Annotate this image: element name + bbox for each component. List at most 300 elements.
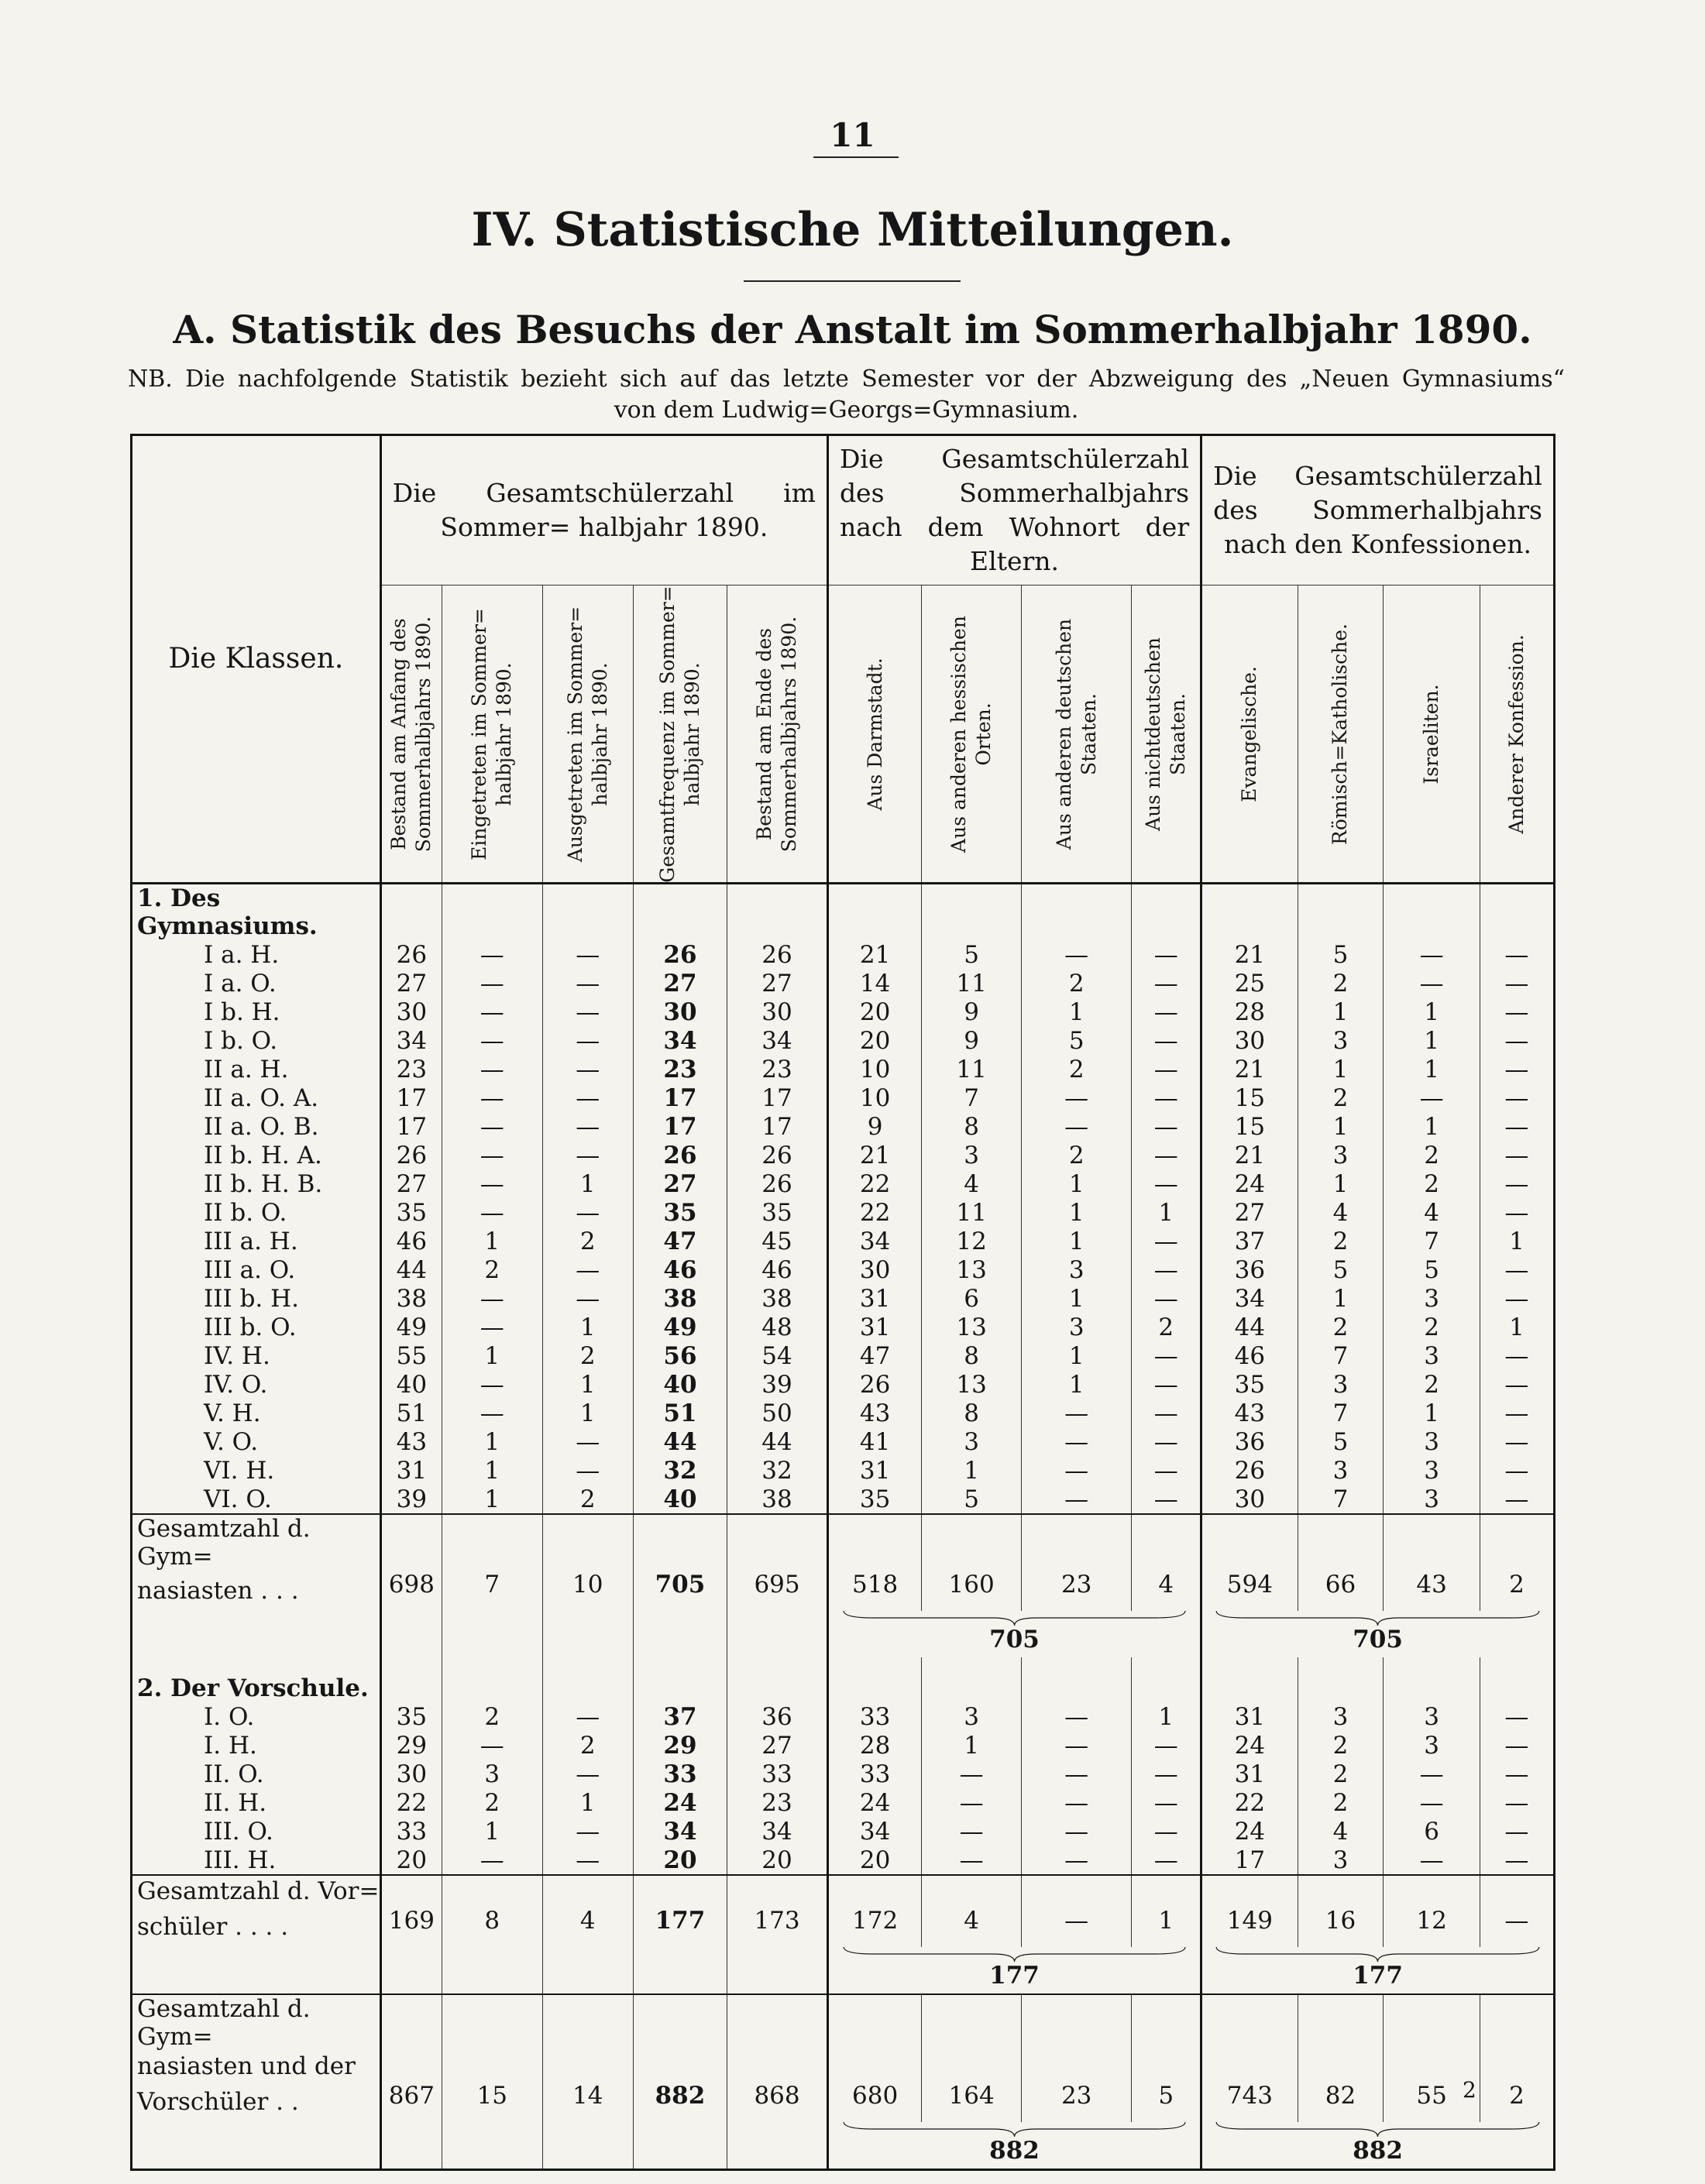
signature-mark: 2 bbox=[1463, 2077, 1476, 2103]
cell-value: — bbox=[922, 1846, 1022, 1875]
cell-value: — bbox=[1132, 1055, 1201, 1083]
cell-value: 48 bbox=[727, 1313, 828, 1341]
note-word: Statistik bbox=[409, 366, 508, 393]
cell-value: — bbox=[1021, 1485, 1131, 1514]
row-label bbox=[132, 2082, 381, 2122]
cell-value: — bbox=[1021, 1760, 1131, 1788]
column-header-line: Staaten. bbox=[1167, 692, 1190, 775]
class-label: II a. H. bbox=[204, 1055, 289, 1083]
column-header-line: Bestand am Ende des bbox=[753, 627, 776, 840]
note-word: letzte bbox=[782, 366, 849, 393]
cell-value: 24 bbox=[1201, 1169, 1298, 1198]
cell-value: 44 bbox=[1201, 1313, 1298, 1341]
note-word: das bbox=[730, 366, 771, 393]
cell-value: — bbox=[542, 1083, 633, 1112]
note-word: NB. bbox=[128, 366, 173, 393]
cell-value: 16 bbox=[1298, 1907, 1384, 1947]
brace-icon bbox=[1202, 1611, 1553, 1626]
cell-value: — bbox=[542, 969, 633, 998]
cell-value: — bbox=[1132, 1284, 1201, 1313]
cell-value: 38 bbox=[727, 1284, 828, 1313]
cell-value: — bbox=[1480, 1485, 1554, 1514]
cell-value: 3 bbox=[922, 1702, 1022, 1731]
column-header-line: halbjahr 1890. bbox=[588, 661, 611, 806]
cell-value: 24 bbox=[827, 1788, 921, 1817]
cell-value: 32 bbox=[633, 1456, 727, 1485]
cell-value: — bbox=[1132, 1456, 1201, 1485]
cell-value: 34 bbox=[633, 1817, 727, 1846]
note-word: des bbox=[1246, 366, 1287, 393]
column-header bbox=[1132, 585, 1201, 884]
cell-value: 34 bbox=[1201, 1284, 1298, 1313]
cell-value: 31 bbox=[1201, 1760, 1298, 1788]
cell-value: 17 bbox=[1201, 1846, 1298, 1875]
table-row bbox=[132, 1255, 1555, 1284]
cell-value: — bbox=[442, 1169, 542, 1198]
cell-value: — bbox=[1480, 1702, 1554, 1731]
cell-value: — bbox=[1132, 1227, 1201, 1255]
cell-value: 30 bbox=[380, 998, 442, 1026]
cell-value: 31 bbox=[827, 1284, 921, 1313]
cell-value: 17 bbox=[633, 1112, 727, 1141]
cell-value: 27 bbox=[633, 1169, 727, 1198]
cell-value: 13 bbox=[922, 1313, 1022, 1341]
main-title: IV. Statistische Mitteilungen. bbox=[471, 203, 1234, 257]
cell-value: — bbox=[1132, 1169, 1201, 1198]
cell-value: 22 bbox=[1201, 1788, 1298, 1817]
cell-value: — bbox=[1021, 1731, 1131, 1760]
column-header bbox=[633, 585, 727, 884]
cell-value: 9 bbox=[827, 1112, 921, 1141]
cell-value: — bbox=[1021, 1083, 1131, 1112]
cell-value: 2 bbox=[1021, 1141, 1131, 1169]
brace-icon bbox=[829, 1947, 1200, 1963]
cell-value: — bbox=[542, 1817, 633, 1846]
cell-value: 31 bbox=[1201, 1702, 1298, 1731]
class-label: I. O. bbox=[204, 1702, 255, 1731]
cell-value: 26 bbox=[1201, 1456, 1298, 1485]
brace-icon bbox=[1202, 2122, 1553, 2138]
cell-value: 51 bbox=[380, 1399, 442, 1427]
column-header bbox=[922, 585, 1022, 884]
row-label-line: Gesamtzahl d. Gym= bbox=[137, 1515, 311, 1571]
brace-icon bbox=[829, 2122, 1200, 2138]
cell-value: 23 bbox=[1021, 2082, 1131, 2122]
column-header bbox=[1201, 585, 1298, 884]
cell-value: — bbox=[442, 1370, 542, 1399]
cell-value: 47 bbox=[827, 1341, 921, 1370]
cell-value: 22 bbox=[380, 1788, 442, 1817]
cell-value: 26 bbox=[633, 940, 727, 969]
cell-value: 47 bbox=[633, 1227, 727, 1255]
cell-value: 3 bbox=[1384, 1456, 1480, 1485]
statistics-table bbox=[130, 434, 1555, 2171]
brace-total: 882 bbox=[1353, 2137, 1403, 2165]
cell-value: 31 bbox=[827, 1456, 921, 1485]
cell-value: — bbox=[1384, 1760, 1480, 1788]
cell-value: — bbox=[1480, 1169, 1554, 1198]
cell-value: 30 bbox=[633, 998, 727, 1026]
class-label: IV. O. bbox=[204, 1370, 268, 1399]
cell-value: 41 bbox=[827, 1427, 921, 1456]
cell-value: 17 bbox=[727, 1112, 828, 1141]
cell-value: 1 bbox=[542, 1313, 633, 1341]
cell-value: 1 bbox=[442, 1456, 542, 1485]
table-row bbox=[132, 1456, 1555, 1485]
cell-value: 27 bbox=[380, 969, 442, 998]
cell-value: — bbox=[442, 1313, 542, 1341]
cell-value: 2 bbox=[1298, 1731, 1384, 1760]
row-label bbox=[132, 1571, 381, 1611]
cell-value: — bbox=[542, 1112, 633, 1141]
cell-value: — bbox=[922, 1788, 1022, 1817]
cell-value: 3 bbox=[922, 1141, 1022, 1169]
cell-value: 2 bbox=[1298, 1083, 1384, 1112]
cell-value: 46 bbox=[633, 1255, 727, 1284]
cell-value: 15 bbox=[442, 2082, 542, 2122]
cell-value: — bbox=[442, 1284, 542, 1313]
cell-value: 21 bbox=[1201, 1055, 1298, 1083]
cell-value: 34 bbox=[380, 1026, 442, 1055]
note-word: auf bbox=[679, 366, 717, 393]
cell-value: 36 bbox=[1201, 1427, 1298, 1456]
brace-confession bbox=[1201, 1947, 1555, 1994]
cell-value: 26 bbox=[727, 940, 828, 969]
cell-value: 1 bbox=[922, 1456, 1022, 1485]
cell-value: 172 bbox=[827, 1907, 921, 1947]
cell-value: 705 bbox=[633, 1571, 727, 1611]
cell-value: 3 bbox=[1298, 1026, 1384, 1055]
class-label: I a. H. bbox=[204, 940, 280, 969]
note-word: „Neuen bbox=[1299, 366, 1390, 393]
cell-value: 2 bbox=[1298, 969, 1384, 998]
row-label-line: nasiasten . . . bbox=[137, 1577, 299, 1605]
cell-value: 3 bbox=[1021, 1255, 1131, 1284]
cell-value: 3 bbox=[1021, 1313, 1131, 1341]
cell-value: 13 bbox=[922, 1255, 1022, 1284]
cell-value: — bbox=[1021, 940, 1131, 969]
brace-residence bbox=[827, 2122, 1201, 2170]
cell-value: 22 bbox=[827, 1169, 921, 1198]
cell-value: 40 bbox=[633, 1370, 727, 1399]
cell-value: 34 bbox=[827, 1817, 921, 1846]
cell-value: 149 bbox=[1201, 1907, 1298, 1947]
table-row bbox=[132, 1341, 1555, 1370]
cell-value: 3 bbox=[1298, 1846, 1384, 1875]
cell-value: — bbox=[1132, 969, 1201, 998]
cell-value: 868 bbox=[727, 2082, 828, 2122]
cell-value: 23 bbox=[1021, 1571, 1131, 1611]
cell-value: 7 bbox=[442, 1571, 542, 1611]
cell-value: 1 bbox=[442, 1227, 542, 1255]
class-label: V. O. bbox=[204, 1427, 259, 1456]
cell-value: — bbox=[542, 1284, 633, 1313]
column-header bbox=[1384, 585, 1480, 884]
cell-value: — bbox=[1132, 1112, 1201, 1141]
cell-value: 50 bbox=[727, 1399, 828, 1427]
row-label-line: nasiasten und der bbox=[137, 2052, 356, 2080]
cell-value: 8 bbox=[922, 1112, 1022, 1141]
column-header-line: Staaten. bbox=[1077, 692, 1100, 775]
brace-total: 177 bbox=[989, 1962, 1040, 1990]
cell-value: 1 bbox=[1384, 998, 1480, 1026]
cell-value: 43 bbox=[1201, 1399, 1298, 1427]
cell-value: 4 bbox=[1298, 1198, 1384, 1227]
cell-value: — bbox=[1132, 1026, 1201, 1055]
cell-value: — bbox=[442, 1055, 542, 1083]
cell-value: — bbox=[1480, 1788, 1554, 1817]
column-header bbox=[827, 585, 921, 884]
cell-value: 5 bbox=[1298, 940, 1384, 969]
note-line-2: von dem Ludwig=Georgs=Gymnasium. bbox=[614, 397, 1079, 424]
cell-value: 11 bbox=[922, 1198, 1022, 1227]
cell-value: 3 bbox=[1298, 1141, 1384, 1169]
cell-value: 1 bbox=[542, 1169, 633, 1198]
table-row bbox=[132, 1399, 1555, 1427]
cell-value: 40 bbox=[380, 1370, 442, 1399]
cell-value: 21 bbox=[1201, 1141, 1298, 1169]
brace-total: 882 bbox=[989, 2137, 1040, 2165]
cell-value: — bbox=[442, 1731, 542, 1760]
cell-value: 1 bbox=[1480, 1313, 1554, 1341]
cell-value: — bbox=[1480, 1846, 1554, 1875]
cell-value: 2 bbox=[542, 1227, 633, 1255]
cell-value: 1 bbox=[1021, 1169, 1131, 1198]
cell-value: 160 bbox=[922, 1571, 1022, 1611]
cell-value: 5 bbox=[1021, 1026, 1131, 1055]
cell-value: 31 bbox=[380, 1456, 442, 1485]
cell-value: — bbox=[1480, 1112, 1554, 1141]
table-row bbox=[132, 1083, 1555, 1112]
cell-value: 1 bbox=[442, 1427, 542, 1456]
column-header bbox=[442, 585, 542, 884]
class-label: III b. O. bbox=[204, 1313, 297, 1341]
cell-value: 26 bbox=[727, 1169, 828, 1198]
cell-value: 7 bbox=[1384, 1227, 1480, 1255]
cell-value: 2 bbox=[542, 1341, 633, 1370]
cell-value: 7 bbox=[1298, 1341, 1384, 1370]
cell-value: 21 bbox=[1201, 940, 1298, 969]
class-label: III. H. bbox=[204, 1846, 277, 1874]
cell-value: 17 bbox=[727, 1083, 828, 1112]
cell-value: 44 bbox=[633, 1427, 727, 1456]
group-header-residence: Die Gesamtschülerzahl des Sommerhalbjahrs nach dem Wohnort der Eltern. bbox=[827, 435, 1201, 585]
cell-value: 21 bbox=[827, 940, 921, 969]
cell-value: 1 bbox=[1384, 1399, 1480, 1427]
brace-icon bbox=[1202, 1947, 1553, 1963]
cell-value: 2 bbox=[1298, 1760, 1384, 1788]
cell-value: 12 bbox=[922, 1227, 1022, 1255]
column-header-line: Israeliten. bbox=[1420, 683, 1443, 785]
cell-value: 1 bbox=[542, 1399, 633, 1427]
total-row-vorschule bbox=[132, 1907, 1555, 1947]
column-header-line: Aus anderen hessischen bbox=[947, 615, 971, 853]
cell-value: — bbox=[1480, 1399, 1554, 1427]
cell-value: 3 bbox=[442, 1760, 542, 1788]
cell-value: 14 bbox=[827, 969, 921, 998]
cell-value: 24 bbox=[1201, 1731, 1298, 1760]
cell-value: 55 bbox=[1384, 2082, 1480, 2122]
cell-value: — bbox=[442, 940, 542, 969]
cell-value: 38 bbox=[380, 1284, 442, 1313]
cell-value: 24 bbox=[1201, 1817, 1298, 1846]
cell-value: 82 bbox=[1298, 2082, 1384, 2122]
cell-value: 594 bbox=[1201, 1571, 1298, 1611]
column-header bbox=[727, 585, 828, 884]
cell-value: 1 bbox=[1021, 998, 1131, 1026]
cell-value: 1 bbox=[1132, 1198, 1201, 1227]
cell-value: — bbox=[1132, 1760, 1201, 1788]
cell-value: 9 bbox=[922, 998, 1022, 1026]
total-row-grand bbox=[132, 2082, 1555, 2122]
cell-value: 2 bbox=[542, 1731, 633, 1760]
cell-value: — bbox=[922, 1817, 1022, 1846]
table-row bbox=[132, 1846, 1555, 1875]
cell-value: 8 bbox=[922, 1399, 1022, 1427]
table-row bbox=[132, 1370, 1555, 1399]
cell-value: 35 bbox=[827, 1485, 921, 1514]
cell-value: 680 bbox=[827, 2082, 921, 2122]
cell-value: — bbox=[442, 998, 542, 1026]
cell-value: 26 bbox=[380, 940, 442, 969]
column-header bbox=[1298, 585, 1384, 884]
cell-value: — bbox=[1384, 1083, 1480, 1112]
cell-value: — bbox=[1021, 1846, 1131, 1875]
cell-value: 5 bbox=[922, 940, 1022, 969]
cell-value: — bbox=[542, 1055, 633, 1083]
class-label: II a. O. B. bbox=[204, 1112, 319, 1141]
cell-value: 6 bbox=[922, 1284, 1022, 1313]
cell-value: 2 bbox=[1298, 1788, 1384, 1817]
cell-value: — bbox=[442, 1846, 542, 1875]
cell-value: 2 bbox=[442, 1702, 542, 1731]
page-number: 11 bbox=[830, 116, 875, 154]
column-header-line: Anderer Konfession. bbox=[1504, 634, 1528, 834]
cell-value: 34 bbox=[827, 1227, 921, 1255]
column-header bbox=[1480, 585, 1554, 884]
cell-value: 40 bbox=[633, 1485, 727, 1514]
brace-icon bbox=[829, 1611, 1200, 1626]
cell-value: 25 bbox=[1201, 969, 1298, 998]
cell-value: 2 bbox=[1298, 1227, 1384, 1255]
cell-value: — bbox=[542, 1198, 633, 1227]
cell-value: 12 bbox=[1384, 1907, 1480, 1947]
cell-value: 743 bbox=[1201, 2082, 1298, 2122]
class-label: I. H. bbox=[204, 1731, 257, 1760]
table-row bbox=[132, 1760, 1555, 1788]
cell-value: 2 bbox=[1021, 969, 1131, 998]
column-header-line: Aus nichtdeutschen bbox=[1142, 637, 1165, 831]
column-header-line: Sommerhalbjahrs 1890. bbox=[778, 616, 801, 852]
note-word: Abzweigung bbox=[1088, 366, 1234, 393]
class-label: II. H. bbox=[204, 1788, 267, 1817]
note-word: bezieht bbox=[521, 366, 607, 393]
cell-value: — bbox=[442, 1112, 542, 1141]
cell-value: — bbox=[542, 1255, 633, 1284]
class-label: VI. H. bbox=[204, 1456, 275, 1485]
cell-value: — bbox=[442, 969, 542, 998]
cell-value: 3 bbox=[1384, 1731, 1480, 1760]
table-row bbox=[132, 1817, 1555, 1846]
class-label: II b. O. bbox=[204, 1198, 287, 1227]
total-row-gymnasium bbox=[132, 1571, 1555, 1611]
cell-value: 698 bbox=[380, 1571, 442, 1611]
cell-value: 2 bbox=[442, 1788, 542, 1817]
table-row bbox=[132, 1284, 1555, 1313]
cell-value: — bbox=[1480, 1341, 1554, 1370]
cell-value: 15 bbox=[1201, 1112, 1298, 1141]
column-header-line: Aus anderen deutschen bbox=[1052, 618, 1075, 850]
cell-value: — bbox=[1132, 1141, 1201, 1169]
column-header-line: Gesamtfrequenz im Sommer= bbox=[655, 585, 679, 883]
cell-value: 4 bbox=[542, 1907, 633, 1947]
class-label: II b. H. B. bbox=[204, 1169, 323, 1198]
cell-value: 45 bbox=[727, 1227, 828, 1255]
cell-value: 20 bbox=[633, 1846, 727, 1875]
subtitle: A. Statistik des Besuchs der Anstalt im Sommerhalbjahr 1890. bbox=[173, 307, 1532, 352]
cell-value: 55 bbox=[380, 1341, 442, 1370]
cell-value: — bbox=[542, 940, 633, 969]
cell-value: 30 bbox=[380, 1760, 442, 1788]
group-header-confession: Die Gesamtschülerzahl des Sommerhalbjahrs nach den Konfessionen. bbox=[1201, 435, 1555, 585]
table-row bbox=[132, 1313, 1555, 1341]
cell-value: 3 bbox=[1298, 1456, 1384, 1485]
class-label: III a. O. bbox=[204, 1255, 296, 1284]
cell-value: 11 bbox=[922, 969, 1022, 998]
cell-value: — bbox=[1132, 1788, 1201, 1817]
class-label: VI. O. bbox=[204, 1485, 272, 1513]
cell-value: 10 bbox=[827, 1055, 921, 1083]
cell-value: 26 bbox=[633, 1141, 727, 1169]
cell-value: 1 bbox=[1384, 1055, 1480, 1083]
cell-value: — bbox=[1384, 940, 1480, 969]
table-row bbox=[132, 1055, 1555, 1083]
cell-value: 1 bbox=[1298, 1169, 1384, 1198]
class-label: II b. H. A. bbox=[204, 1141, 322, 1169]
column-header-line: Sommerhalbjahrs 1890. bbox=[412, 616, 435, 852]
cell-value: 2 bbox=[442, 1255, 542, 1284]
column-header-line: halbjahr 1890. bbox=[680, 661, 703, 806]
note-word: Gymnasiums“ bbox=[1401, 366, 1565, 393]
cell-value: 43 bbox=[827, 1399, 921, 1427]
class-label: II. O. bbox=[204, 1760, 264, 1788]
cell-value: — bbox=[1021, 1817, 1131, 1846]
cell-value: 31 bbox=[827, 1313, 921, 1341]
cell-value: 46 bbox=[380, 1227, 442, 1255]
column-header-line: Römisch=Katholische. bbox=[1329, 623, 1352, 845]
cell-value: 34 bbox=[727, 1817, 828, 1846]
cell-value: 37 bbox=[633, 1702, 727, 1731]
cell-value: 36 bbox=[727, 1702, 828, 1731]
cell-value: — bbox=[1384, 1788, 1480, 1817]
table-row bbox=[132, 1141, 1555, 1169]
note-word: Semester bbox=[861, 366, 974, 393]
cell-value: 26 bbox=[727, 1141, 828, 1169]
cell-value: — bbox=[1132, 1817, 1201, 1846]
cell-value: — bbox=[1480, 1456, 1554, 1485]
cell-value: 17 bbox=[380, 1083, 442, 1112]
cell-value: 2 bbox=[1480, 1571, 1554, 1611]
cell-value: 4 bbox=[922, 1169, 1022, 1198]
cell-value: 10 bbox=[827, 1083, 921, 1112]
cell-value: — bbox=[1480, 1817, 1554, 1846]
cell-value: — bbox=[1132, 1083, 1201, 1112]
class-label: III b. H. bbox=[204, 1284, 300, 1313]
cell-value: 7 bbox=[922, 1083, 1022, 1112]
cell-value: 3 bbox=[1384, 1284, 1480, 1313]
cell-value: 3 bbox=[1384, 1485, 1480, 1514]
section-title-gymnasium: 1. Des Gymnasiums. bbox=[137, 884, 318, 940]
